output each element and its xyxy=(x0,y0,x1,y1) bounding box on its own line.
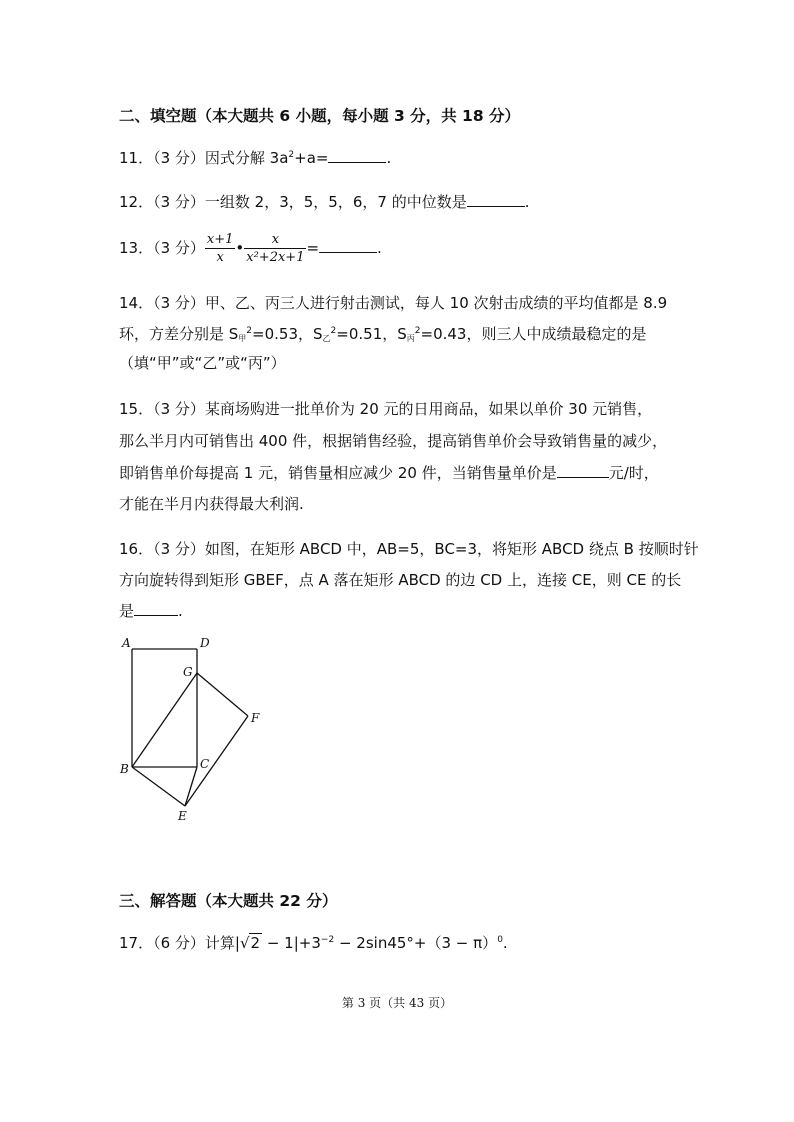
label-G: G xyxy=(183,665,193,679)
q13-equals: = xyxy=(306,239,320,257)
q11-exponent: 2 xyxy=(288,150,295,160)
q14-text-b: =0.53，S xyxy=(252,325,323,343)
q11-answer-blank xyxy=(328,150,386,163)
sqrt-icon: √ xyxy=(239,934,250,952)
q14-sup-3: 2 xyxy=(414,326,421,336)
q17-radicand: 2 xyxy=(250,934,261,952)
q17-abs-mid: − 1 xyxy=(262,934,294,952)
q14-text-d: =0.43，则三人中成绩最稳定的是 xyxy=(420,325,647,343)
question-16-line-2: 方向旋转得到矩形 GBEF，点 A 落在矩形 ABCD 的边 CD 上，连接 CE，则 CE 的长 xyxy=(119,571,682,589)
q13-frac1-denominator: x xyxy=(216,250,224,265)
q13-fraction-2 xyxy=(244,231,306,266)
q13-frac1-numerator: x+1 xyxy=(206,232,234,247)
q14-text-a: 环，方差分别是 S xyxy=(119,325,239,343)
page-footer: 第 3 页（共 43 页） xyxy=(341,996,453,1010)
segment-GF xyxy=(197,673,248,716)
q12-answer-blank xyxy=(467,194,525,207)
q14-sub-yi: 乙 xyxy=(322,334,331,343)
q13-frac2-numerator: x xyxy=(244,231,306,249)
q17-abs-open: | xyxy=(234,934,240,952)
q13-period: . xyxy=(377,239,382,257)
q13-frac2-denominator: x²+2x+1 xyxy=(246,250,305,265)
q17-exponent-1: −2 xyxy=(320,935,335,945)
section-2-title: 二、填空题（本大题共 6 小题，每小题 3 分，共 18 分） xyxy=(119,107,521,125)
question-14-line-2 xyxy=(119,323,646,344)
q17-part-2: +3 xyxy=(298,934,321,952)
label-B: B xyxy=(120,762,129,776)
label-E: E xyxy=(178,809,187,823)
q17-part-3: − 2sin45°+（3 − π） xyxy=(334,934,498,952)
q13-prefix: 13．（3 分） xyxy=(119,239,205,257)
q17-period: . xyxy=(502,934,508,952)
question-14-line-3: （填“甲”或“乙”或“丙”） xyxy=(119,354,286,372)
label-D: D xyxy=(200,636,210,650)
section-3-title: 三、解答题（本大题共 22 分） xyxy=(119,892,338,910)
q14-text-c: =0.51，S xyxy=(336,325,407,343)
q16-period: . xyxy=(178,602,183,620)
q13-fraction-1 xyxy=(205,231,236,266)
q12-text: 12．（3 分）一组数 2，3，5，5，6，7 的中位数是 xyxy=(119,193,467,211)
q15-answer-blank xyxy=(557,465,609,478)
question-11 xyxy=(119,147,391,168)
q11-rest: +a= xyxy=(294,149,329,167)
q15-text-b: 元/时， xyxy=(608,464,659,482)
q17-abs-close: | xyxy=(293,934,299,952)
q13-answer-blank xyxy=(319,240,377,253)
q13-dot: • xyxy=(235,239,245,257)
segment-CE xyxy=(185,767,197,806)
question-17 xyxy=(119,932,508,953)
q11-text: 11．（3 分）因式分解 3a xyxy=(119,149,289,167)
segment-FE xyxy=(185,716,248,806)
question-15-line-1: 15．（3 分）某商场购进一批单价为 20 元的日用商品，如果以单价 30 元销售， xyxy=(119,400,653,418)
question-15-line-3 xyxy=(119,462,659,483)
label-C: C xyxy=(200,757,210,771)
question-13 xyxy=(119,231,382,266)
q14-sub-bing: 丙 xyxy=(406,334,415,343)
question-15-line-4: 才能在半月内获得最大利润. xyxy=(119,495,304,513)
q14-sup-2: 2 xyxy=(330,326,337,336)
geometry-figure xyxy=(110,630,270,830)
q14-sub-jia: 甲 xyxy=(238,334,247,343)
q17-exponent-2: 0 xyxy=(497,935,503,945)
label-F: F xyxy=(251,711,260,725)
q16-answer-blank xyxy=(134,603,178,616)
q17-prefix: 17．（6 分）计算 xyxy=(119,934,235,952)
q15-text-a: 即销售单价每提高 1 元，销售量相应减少 20 件，当销售量单价是 xyxy=(119,464,557,482)
question-16-line-3 xyxy=(119,600,183,621)
q14-sup-1: 2 xyxy=(246,326,253,336)
question-12 xyxy=(119,191,529,212)
question-15-line-2: 那么半月内可销售出 400 件，根据销售经验，提高销售单价会导致销售量的减少， xyxy=(119,432,668,450)
q16-text: 是 xyxy=(119,602,135,620)
segment-BG xyxy=(132,673,197,767)
label-A: A xyxy=(122,636,131,650)
segment-BE xyxy=(132,767,185,806)
question-16-line-1: 16．（3 分）如图，在矩形 ABCD 中，AB=5，BC=3，将矩形 ABCD 绕点 B 按顺时针 xyxy=(119,540,699,558)
q12-period: . xyxy=(524,193,530,211)
q11-period: . xyxy=(386,149,392,167)
question-14-line-1: 14．（3 分）甲、乙、丙三人进行射击测试，每人 10 次射击成绩的平均值都是 8.9 xyxy=(119,294,668,312)
